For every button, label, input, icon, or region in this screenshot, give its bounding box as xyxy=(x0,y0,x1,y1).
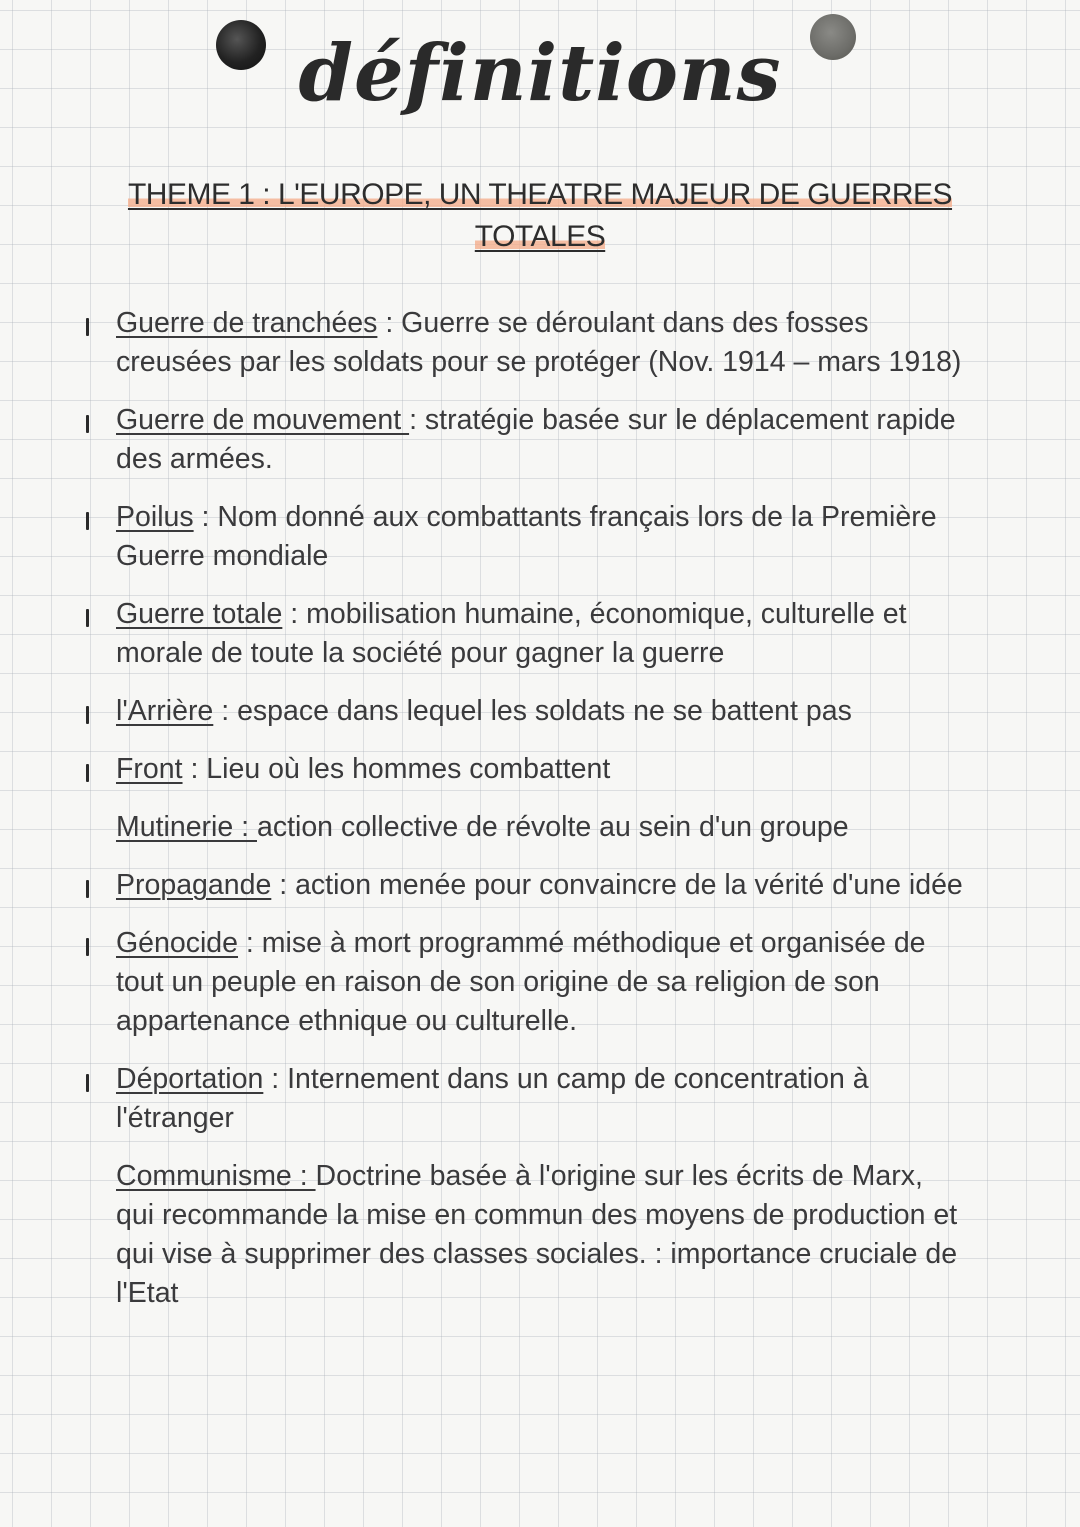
definition-text: mise à mort programmé méthodique et organisée de tout un peuple en raison de son origine de sa religion de son appartenance ethnique ou culturelle. xyxy=(116,927,926,1037)
definition-term: Communisme : xyxy=(116,1160,316,1192)
definition-text: Nom donné aux combattants français lors de la Première Guerre mondiale xyxy=(116,501,937,572)
definition-term: Guerre de tranchées xyxy=(116,307,378,339)
definition-item xyxy=(116,866,966,905)
definition-text: stratégie basée sur le déplacement rapide des armées. xyxy=(116,404,956,475)
theme-heading-line1: THEME 1 : L'EUROPE, UN THEATRE MAJEUR DE GUERRES xyxy=(127,178,953,211)
margin-tick-mark xyxy=(86,415,89,433)
margin-tick-mark xyxy=(86,880,89,898)
definition-separator: : xyxy=(377,307,402,339)
definition-separator: : xyxy=(282,598,307,630)
definition-text: Internement dans un camp de concentration à l'étranger xyxy=(116,1063,869,1134)
definition-item xyxy=(116,924,966,1041)
definition-item xyxy=(116,401,966,479)
definition-separator: : xyxy=(193,501,218,533)
definition-term: Poilus xyxy=(116,501,194,533)
definition-item xyxy=(116,595,966,673)
margin-tick-mark xyxy=(86,1074,89,1092)
definition-item xyxy=(116,498,966,576)
definition-term: Guerre totale xyxy=(116,598,283,630)
definition-text: Doctrine basée à l'origine sur les écrits de Marx, qui recommande la mise en commun des moyens de production et qui vise à supprimer des classes sociales. : importance cruciale de l'Etat xyxy=(116,1160,958,1309)
margin-tick-mark xyxy=(86,706,89,724)
definition-term: Déportation xyxy=(116,1063,264,1095)
definition-separator: : xyxy=(238,927,262,959)
definition-separator: : xyxy=(409,404,425,436)
definition-text: action menée pour convaincre de la vérité d'une idée xyxy=(295,869,963,901)
definition-separator: : xyxy=(271,869,296,901)
definition-item xyxy=(116,1157,966,1313)
definition-item xyxy=(116,1060,966,1138)
margin-tick-mark xyxy=(86,938,89,956)
definition-item xyxy=(116,304,966,382)
margin-tick-mark xyxy=(86,318,89,336)
theme-heading-line2: TOTALES xyxy=(474,220,606,253)
margin-tick-mark xyxy=(86,764,89,782)
definition-text: Lieu où les hommes combattent xyxy=(206,753,611,785)
theme-heading xyxy=(120,174,960,258)
definition-term: Front xyxy=(116,753,183,785)
definition-term: Mutinerie : xyxy=(116,811,257,843)
definition-text: Guerre se déroulant dans des fosses creusées par les soldats pour se protéger (Nov. 1914 – mars 1918) xyxy=(116,307,962,378)
definition-item xyxy=(116,692,966,731)
definition-text: mobilisation humaine, économique, culturelle et morale de toute la société pour gagner la guerre xyxy=(116,598,907,669)
definition-text: espace dans lequel les soldats ne se battent pas xyxy=(237,695,852,727)
definition-term: Génocide xyxy=(116,927,239,959)
definition-separator: : xyxy=(182,753,207,785)
definition-item xyxy=(116,750,966,789)
definition-list xyxy=(116,304,966,1332)
definition-item xyxy=(116,808,966,847)
definition-term: l'Arrière xyxy=(116,695,214,727)
definition-text: action collective de révolte au sein d'un groupe xyxy=(256,811,849,843)
margin-tick-mark xyxy=(86,609,89,627)
margin-tick-mark xyxy=(86,512,89,530)
definition-term: Propagande xyxy=(116,869,272,901)
definition-term: Guerre de mouvement xyxy=(116,404,410,436)
definition-separator: : xyxy=(263,1063,288,1095)
definition-separator: : xyxy=(213,695,238,727)
page-title: définitions xyxy=(298,28,782,119)
